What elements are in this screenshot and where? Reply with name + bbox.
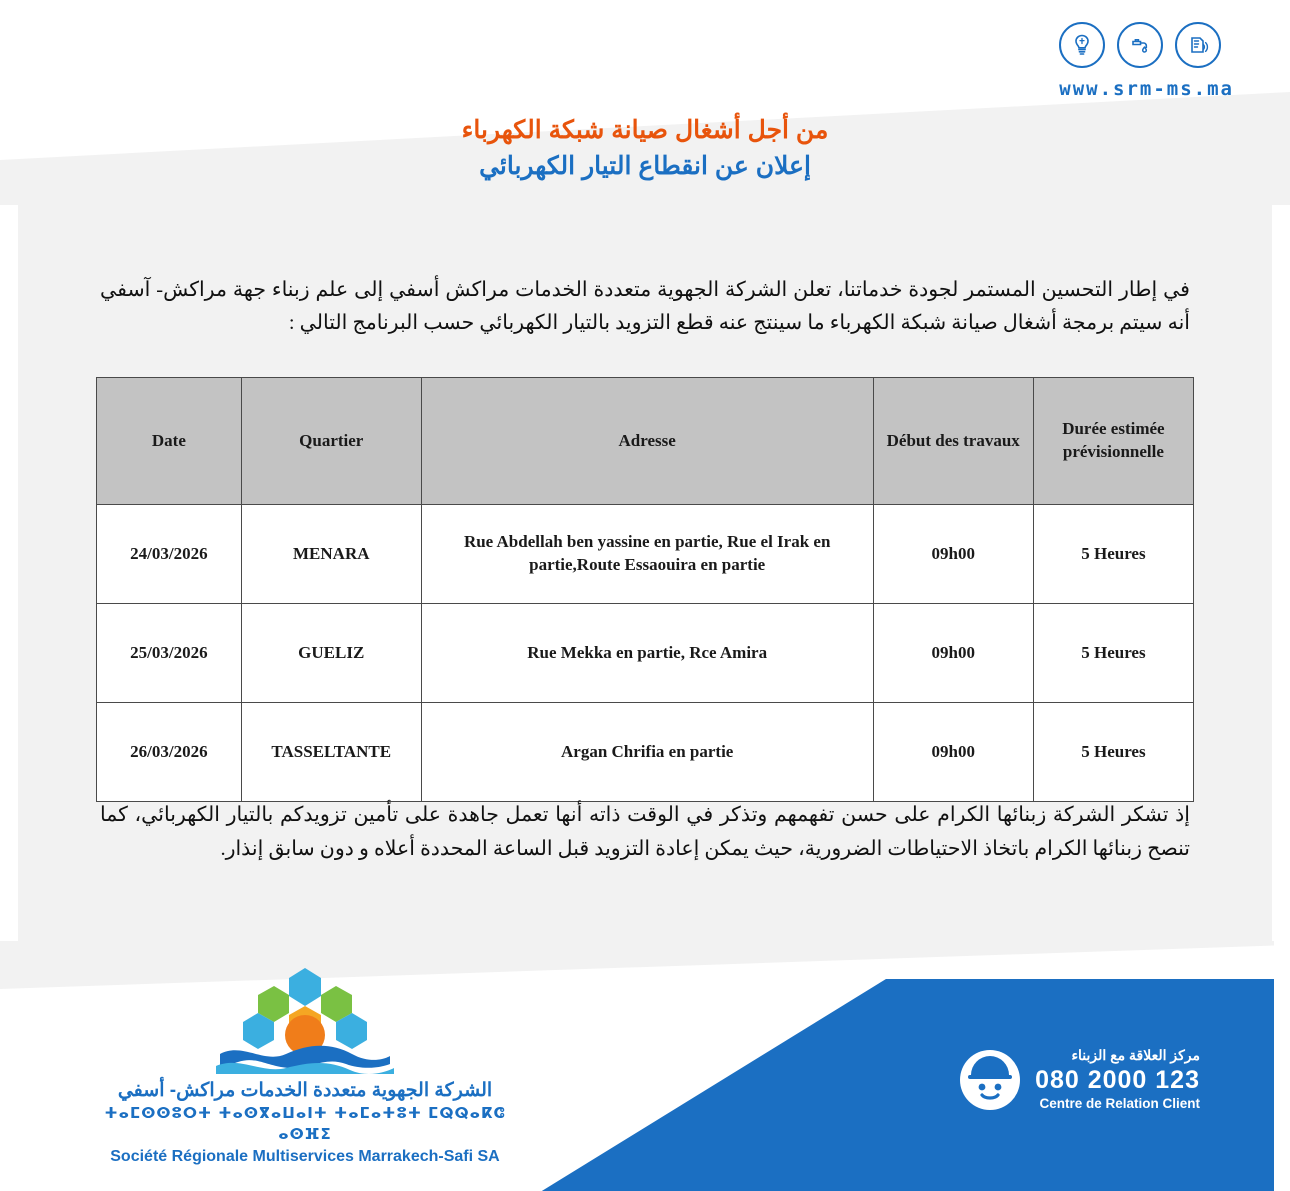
cell-quartier: MENARA bbox=[241, 505, 421, 604]
cell-adresse: Rue Abdellah ben yassine en partie, Rue el Irak en partie,Route Essaouira en partie bbox=[421, 505, 873, 604]
crc-label-arabic: مركز العلاقة مع الزبناء bbox=[1071, 1047, 1200, 1064]
column-header-duree: Durée estimée prévisionnelle bbox=[1033, 378, 1193, 505]
cell-duree: 5 Heures bbox=[1033, 505, 1193, 604]
column-header-date: Date bbox=[97, 378, 242, 505]
column-header-quartier: Quartier bbox=[241, 378, 421, 505]
outage-schedule-table bbox=[96, 377, 1194, 802]
service-icons bbox=[1059, 22, 1234, 68]
table-header-row bbox=[97, 378, 1194, 505]
srm-logo-mark bbox=[90, 962, 520, 1080]
outro-paragraph: إذ تشكر الشركة زبنائها الكرام على حسن تفهمهم وتذكر في الوقت ذاته أنها تعمل جاهدة على تأمين تزويدكم بالتيار الكهربائي، كما تنصح زبنائها الكرام باتخاذ الاحتياطات الضرورية، حيث يمكن إعادة التزويد قبل الساعة المحددة أعلاه و دون سابق إنذار. bbox=[100, 803, 1191, 861]
cell-debut: 09h00 bbox=[873, 703, 1033, 802]
column-header-debut: Début des travaux bbox=[873, 378, 1033, 505]
company-name-tifinagh: ⵜⴰⵎⵙⵙⵓⵔⵜ ⵜⴰⵙⴳⴰⵡⴰⵏⵜ ⵜⴰⵎⴰⵜⵓⵜ ⵎⵕⵕⴰⴽⵛ ⴰⵙⴼⵉ bbox=[104, 1104, 506, 1143]
announcement-body bbox=[18, 205, 1272, 945]
table-row bbox=[97, 505, 1194, 604]
cell-date: 26/03/2026 bbox=[97, 703, 242, 802]
cell-duree: 5 Heures bbox=[1033, 703, 1193, 802]
footer-right-margin bbox=[1274, 941, 1290, 1191]
cell-date: 24/03/2026 bbox=[97, 505, 242, 604]
company-name-arabic: الشركة الجهوية متعددة الخدمات مراكش- أسفي bbox=[117, 1080, 493, 1102]
water-tap-icon bbox=[1117, 22, 1163, 68]
outage-table-wrapper bbox=[96, 377, 1194, 802]
company-name-french: Société Régionale Multiservices Marrakech-Safi SA bbox=[110, 1148, 500, 1165]
crc-phone-number: 080 2000 123 bbox=[1035, 1066, 1200, 1095]
cell-quartier: TASSELTANTE bbox=[241, 703, 421, 802]
srm-company-logo bbox=[90, 962, 520, 1169]
cell-debut: 09h00 bbox=[873, 604, 1033, 703]
table-row bbox=[97, 703, 1194, 802]
crc-text-block bbox=[1035, 1046, 1200, 1113]
header-titles bbox=[0, 112, 1290, 185]
cell-adresse: Rue Mekka en partie, Rce Amira bbox=[421, 604, 873, 703]
announcement-title-main: من أجل أشغال صيانة شبكة الكهرباء bbox=[461, 116, 829, 144]
announcement-title-sub: إعلان عن انقطاع التيار الكهربائي bbox=[479, 152, 811, 181]
column-header-adresse: Adresse bbox=[421, 378, 873, 505]
cell-adresse: Argan Chrifia en partie bbox=[421, 703, 873, 802]
website-url: www.srm-ms.ma bbox=[1059, 78, 1234, 100]
cell-duree: 5 Heures bbox=[1033, 604, 1193, 703]
cell-debut: 09h00 bbox=[873, 505, 1033, 604]
brand-logo-block bbox=[1059, 22, 1234, 100]
page-header bbox=[0, 0, 1290, 205]
cell-date: 25/03/2026 bbox=[97, 604, 242, 703]
intro-paragraph: في إطار التحسين المستمر لجودة خدماتنا، تعلن الشركة الجهوية متعددة الخدمات مراكش أسفي إلى علم زبناء جهة مراكش- آسفي أنه سيتم برمجة أشغال صيانة شبكة الكهرباء ما سينتج عنه قطع التزويد بالتيار الكهربائي حسب البرنامج التالي : bbox=[100, 278, 1190, 335]
customer-relation-center bbox=[959, 1046, 1200, 1113]
electricity-bulb-icon bbox=[1059, 22, 1105, 68]
agent-avatar-icon bbox=[959, 1049, 1021, 1111]
crc-label-french: Centre de Relation Client bbox=[1039, 1096, 1200, 1112]
cell-quartier: GUELIZ bbox=[241, 604, 421, 703]
table-row bbox=[97, 604, 1194, 703]
sanitation-icon bbox=[1175, 22, 1221, 68]
page-footer bbox=[0, 941, 1290, 1191]
